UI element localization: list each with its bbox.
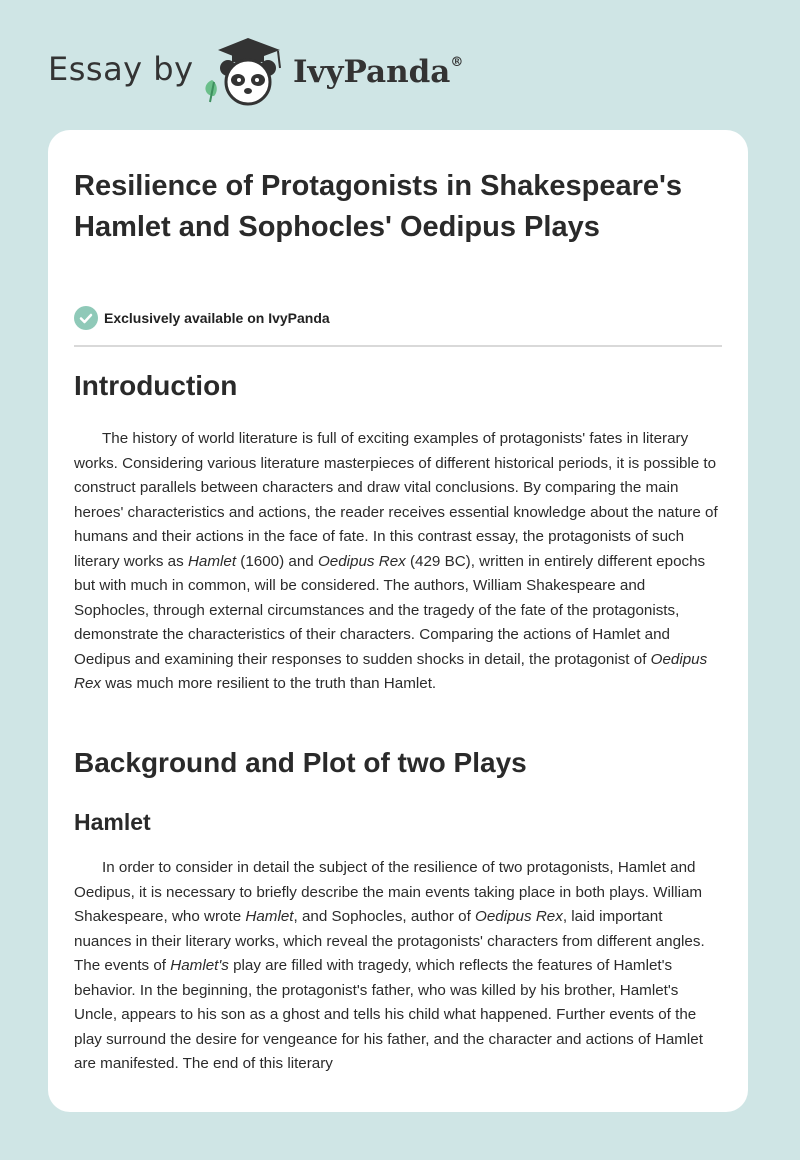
- article-title: Resilience of Protagonists in Shakespeare's Hamlet and Sophocles' Oedipus Plays: [74, 170, 683, 243]
- site-header: [0, 0, 800, 130]
- brand-logo-text[interactable]: IvyPanda®: [293, 54, 464, 90]
- divider: [74, 345, 722, 347]
- section-heading-background: Background and Plot of two Plays: [74, 747, 527, 778]
- exclusive-badge: [74, 306, 330, 330]
- paragraph-hamlet: In order to consider in detail the subject of the resilience of two protagonists, Hamlet and Oedipus, it is necessary to briefly describe the main events taking place in both plays. William Shakespeare, who wrote Hamlet, and Sophocles, author of Oedipus Rex, laid important nuances in their literary works, which reveal the protagonists' characters from different angles. The events of Hamlet's play are filled with tragedy, which reflects the features of Hamlet's behavior. In the beginning, the protagonist's father, who was killed by his brother, Hamlet's Uncle, appears to his son as a ghost and tells his child what happened. Further events of the play surround the desire for vengeance for his father, and the character and actions of Hamlet are manifested. The end of this literary: [74, 859, 705, 1072]
- section-subheading-hamlet: Hamlet: [74, 809, 151, 835]
- article-card: [48, 130, 748, 1112]
- check-icon: [74, 306, 98, 330]
- exclusive-badge-text: Exclusively available on IvyPanda: [104, 310, 330, 326]
- panda-logo-icon[interactable]: [200, 36, 290, 108]
- paragraph-introduction: The history of world literature is full of exciting examples of protagonists' fates in literary works. Considering various literature masterpieces of different historical periods, it is possible to construct parallels between characters and draw vital conclusions. By comparing the main heroes' characteristics and actions, the reader receives essential knowledge about the nature of humans and their actions in the face of fate. In this contrast essay, the protagonists of such literary works as Hamlet (1600) and Oedipus Rex (429 BC), written in entirely different epochs but with much in common, will be considered. The authors, William Shakespeare and Sophocles, through external circumstances and the tragedy of the fate of the protagonists, demonstrate the characteristics of their characters. Comparing the actions of Hamlet and Oedipus and examining their responses to sudden shocks in detail, the protagonist of Oedipus Rex was much more resilient to the truth than Hamlet.: [74, 430, 718, 692]
- essay-by-label: Essay by: [48, 50, 194, 88]
- section-heading-introduction: Introduction: [74, 370, 238, 401]
